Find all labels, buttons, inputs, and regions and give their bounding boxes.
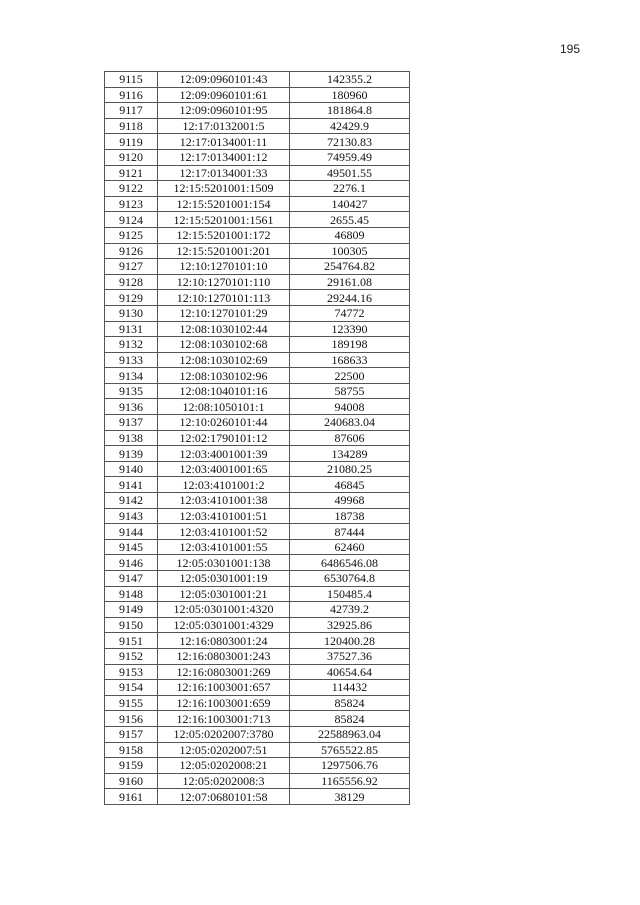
- cadastral-code-cell: 12:05:0202008:21: [158, 758, 290, 774]
- area-value-cell: 58755: [290, 383, 410, 399]
- area-value-cell: 29244.16: [290, 290, 410, 306]
- area-value-cell: 1165556.92: [290, 773, 410, 789]
- table-row: [105, 165, 410, 181]
- cadastral-code-cell: 12:05:0202007:3780: [158, 726, 290, 742]
- row-id-cell: 9143: [105, 508, 158, 524]
- table-row: [105, 617, 410, 633]
- area-value-cell: 18738: [290, 508, 410, 524]
- table-row: [105, 352, 410, 368]
- area-value-cell: 134289: [290, 446, 410, 462]
- cadastral-code-cell: 12:02:1790101:12: [158, 430, 290, 446]
- area-value-cell: 42429.9: [290, 118, 410, 134]
- table-row: [105, 181, 410, 197]
- cadastral-code-cell: 12:03:4001001:65: [158, 461, 290, 477]
- row-id-cell: 9154: [105, 680, 158, 696]
- cadastral-code-cell: 12:03:4101001:55: [158, 539, 290, 555]
- cadastral-code-cell: 12:09:0960101:61: [158, 87, 290, 103]
- table-row: [105, 571, 410, 587]
- area-value-cell: 142355.2: [290, 72, 410, 88]
- table-row: [105, 149, 410, 165]
- cadastral-code-cell: 12:03:4001001:39: [158, 446, 290, 462]
- area-value-cell: 22588963.04: [290, 726, 410, 742]
- table-row: [105, 648, 410, 664]
- row-id-cell: 9161: [105, 789, 158, 805]
- row-id-cell: 9160: [105, 773, 158, 789]
- row-id-cell: 9121: [105, 165, 158, 181]
- row-id-cell: 9141: [105, 477, 158, 493]
- cadastral-code-cell: 12:05:0202007:51: [158, 742, 290, 758]
- area-value-cell: 100305: [290, 243, 410, 259]
- cadastral-code-cell: 12:05:0301001:19: [158, 571, 290, 587]
- cadastral-code-cell: 12:05:0301001:4320: [158, 602, 290, 618]
- row-id-cell: 9146: [105, 555, 158, 571]
- area-value-cell: 181864.8: [290, 103, 410, 119]
- area-value-cell: 150485.4: [290, 586, 410, 602]
- area-value-cell: 42739.2: [290, 602, 410, 618]
- row-id-cell: 9156: [105, 711, 158, 727]
- row-id-cell: 9138: [105, 430, 158, 446]
- cadastral-code-cell: 12:03:4101001:38: [158, 493, 290, 509]
- table-row: [105, 430, 410, 446]
- cadastral-code-cell: 12:10:1270101:10: [158, 259, 290, 275]
- area-value-cell: 46809: [290, 227, 410, 243]
- row-id-cell: 9145: [105, 539, 158, 555]
- row-id-cell: 9130: [105, 305, 158, 321]
- area-value-cell: 180960: [290, 87, 410, 103]
- table-row: [105, 415, 410, 431]
- table-row: [105, 555, 410, 571]
- cadastral-code-cell: 12:16:1003001:657: [158, 680, 290, 696]
- area-value-cell: 74772: [290, 305, 410, 321]
- area-value-cell: 74959.49: [290, 149, 410, 165]
- area-value-cell: 2276.1: [290, 181, 410, 197]
- area-value-cell: 85824: [290, 711, 410, 727]
- area-value-cell: 114432: [290, 680, 410, 696]
- row-id-cell: 9140: [105, 461, 158, 477]
- area-value-cell: 2655.45: [290, 212, 410, 228]
- row-id-cell: 9152: [105, 648, 158, 664]
- row-id-cell: 9153: [105, 664, 158, 680]
- row-id-cell: 9131: [105, 321, 158, 337]
- table-row: [105, 758, 410, 774]
- cadastral-code-cell: 12:15:5201001:154: [158, 196, 290, 212]
- cadastral-code-cell: 12:17:0132001:5: [158, 118, 290, 134]
- row-id-cell: 9159: [105, 758, 158, 774]
- row-id-cell: 9126: [105, 243, 158, 259]
- row-id-cell: 9147: [105, 571, 158, 587]
- row-id-cell: 9132: [105, 337, 158, 353]
- table-row: [105, 87, 410, 103]
- area-value-cell: 46845: [290, 477, 410, 493]
- row-id-cell: 9127: [105, 259, 158, 275]
- table-row: [105, 524, 410, 540]
- cadastral-code-cell: 12:03:4101001:51: [158, 508, 290, 524]
- table-row: [105, 726, 410, 742]
- cadastral-code-cell: 12:10:0260101:44: [158, 415, 290, 431]
- table-row: [105, 399, 410, 415]
- area-value-cell: 87606: [290, 430, 410, 446]
- area-value-cell: 6530764.8: [290, 571, 410, 587]
- row-id-cell: 9116: [105, 87, 158, 103]
- area-value-cell: 49968: [290, 493, 410, 509]
- area-value-cell: 240683.04: [290, 415, 410, 431]
- table-row: [105, 539, 410, 555]
- cadastral-code-cell: 12:15:5201001:172: [158, 227, 290, 243]
- cadastral-code-cell: 12:16:0803001:269: [158, 664, 290, 680]
- table-row: [105, 711, 410, 727]
- cadastral-code-cell: 12:10:1270101:113: [158, 290, 290, 306]
- table-row: [105, 321, 410, 337]
- row-id-cell: 9139: [105, 446, 158, 462]
- row-id-cell: 9124: [105, 212, 158, 228]
- cadastral-code-cell: 12:17:0134001:12: [158, 149, 290, 165]
- row-id-cell: 9115: [105, 72, 158, 88]
- area-value-cell: 168633: [290, 352, 410, 368]
- cadastral-code-cell: 12:09:0960101:95: [158, 103, 290, 119]
- cadastral-code-cell: 12:08:1030102:69: [158, 352, 290, 368]
- table-row: [105, 602, 410, 618]
- area-value-cell: 120400.28: [290, 633, 410, 649]
- cadastral-code-cell: 12:05:0301001:4329: [158, 617, 290, 633]
- row-id-cell: 9135: [105, 383, 158, 399]
- cadastral-code-cell: 12:05:0202008:3: [158, 773, 290, 789]
- table-row: [105, 227, 410, 243]
- table-row: [105, 493, 410, 509]
- row-id-cell: 9122: [105, 181, 158, 197]
- cadastral-code-cell: 12:07:0680101:58: [158, 789, 290, 805]
- cadastral-code-cell: 12:05:0301001:138: [158, 555, 290, 571]
- table-row: [105, 196, 410, 212]
- row-id-cell: 9129: [105, 290, 158, 306]
- row-id-cell: 9150: [105, 617, 158, 633]
- area-value-cell: 85824: [290, 695, 410, 711]
- table-row: [105, 337, 410, 353]
- area-value-cell: 189198: [290, 337, 410, 353]
- row-id-cell: 9136: [105, 399, 158, 415]
- cadastral-code-cell: 12:16:0803001:24: [158, 633, 290, 649]
- table-row: [105, 118, 410, 134]
- table-row: [105, 508, 410, 524]
- table-row: [105, 103, 410, 119]
- table-row: [105, 446, 410, 462]
- table-row: [105, 243, 410, 259]
- table-row: [105, 134, 410, 150]
- row-id-cell: 9128: [105, 274, 158, 290]
- records-table: [104, 71, 410, 805]
- cadastral-code-cell: 12:09:0960101:43: [158, 72, 290, 88]
- cadastral-code-cell: 12:10:1270101:29: [158, 305, 290, 321]
- row-id-cell: 9117: [105, 103, 158, 119]
- cadastral-code-cell: 12:16:1003001:659: [158, 695, 290, 711]
- cadastral-code-cell: 12:03:4101001:52: [158, 524, 290, 540]
- area-value-cell: 123390: [290, 321, 410, 337]
- table-row: [105, 664, 410, 680]
- row-id-cell: 9149: [105, 602, 158, 618]
- area-value-cell: 21080.25: [290, 461, 410, 477]
- table-row: [105, 383, 410, 399]
- table-row: [105, 368, 410, 384]
- area-value-cell: 72130.83: [290, 134, 410, 150]
- cadastral-code-cell: 12:16:1003001:713: [158, 711, 290, 727]
- row-id-cell: 9120: [105, 149, 158, 165]
- cadastral-code-cell: 12:08:1040101:16: [158, 383, 290, 399]
- cadastral-code-cell: 12:15:5201001:1509: [158, 181, 290, 197]
- area-value-cell: 87444: [290, 524, 410, 540]
- table-row: [105, 789, 410, 805]
- records-table-body: [105, 72, 410, 805]
- area-value-cell: 254764.82: [290, 259, 410, 275]
- cadastral-code-cell: 12:08:1030102:68: [158, 337, 290, 353]
- area-value-cell: 62460: [290, 539, 410, 555]
- row-id-cell: 9157: [105, 726, 158, 742]
- table-row: [105, 477, 410, 493]
- area-value-cell: 29161.08: [290, 274, 410, 290]
- cadastral-code-cell: 12:05:0301001:21: [158, 586, 290, 602]
- table-row: [105, 742, 410, 758]
- cadastral-code-cell: 12:03:4101001:2: [158, 477, 290, 493]
- table-row: [105, 695, 410, 711]
- cadastral-code-cell: 12:17:0134001:33: [158, 165, 290, 181]
- row-id-cell: 9133: [105, 352, 158, 368]
- cadastral-code-cell: 12:15:5201001:201: [158, 243, 290, 259]
- row-id-cell: 9134: [105, 368, 158, 384]
- area-value-cell: 5765522.85: [290, 742, 410, 758]
- cadastral-code-cell: 12:08:1050101:1: [158, 399, 290, 415]
- row-id-cell: 9144: [105, 524, 158, 540]
- row-id-cell: 9118: [105, 118, 158, 134]
- area-value-cell: 38129: [290, 789, 410, 805]
- table-row: [105, 259, 410, 275]
- table-row: [105, 586, 410, 602]
- area-value-cell: 37527.36: [290, 648, 410, 664]
- row-id-cell: 9137: [105, 415, 158, 431]
- cadastral-code-cell: 12:10:1270101:110: [158, 274, 290, 290]
- table-row: [105, 290, 410, 306]
- row-id-cell: 9155: [105, 695, 158, 711]
- area-value-cell: 49501.55: [290, 165, 410, 181]
- row-id-cell: 9123: [105, 196, 158, 212]
- area-value-cell: 22500: [290, 368, 410, 384]
- page-number: 195: [559, 42, 580, 56]
- row-id-cell: 9151: [105, 633, 158, 649]
- row-id-cell: 9158: [105, 742, 158, 758]
- row-id-cell: 9142: [105, 493, 158, 509]
- table-row: [105, 212, 410, 228]
- area-value-cell: 6486546.08: [290, 555, 410, 571]
- cadastral-code-cell: 12:08:1030102:96: [158, 368, 290, 384]
- table-row: [105, 305, 410, 321]
- table-row: [105, 72, 410, 88]
- area-value-cell: 94008: [290, 399, 410, 415]
- cadastral-code-cell: 12:15:5201001:1561: [158, 212, 290, 228]
- area-value-cell: 1297506.76: [290, 758, 410, 774]
- row-id-cell: 9125: [105, 227, 158, 243]
- area-value-cell: 140427: [290, 196, 410, 212]
- table-row: [105, 773, 410, 789]
- cadastral-code-cell: 12:17:0134001:11: [158, 134, 290, 150]
- table-row: [105, 680, 410, 696]
- table-row: [105, 274, 410, 290]
- table-row: [105, 633, 410, 649]
- table-row: [105, 461, 410, 477]
- cadastral-code-cell: 12:16:0803001:243: [158, 648, 290, 664]
- area-value-cell: 40654.64: [290, 664, 410, 680]
- row-id-cell: 9148: [105, 586, 158, 602]
- row-id-cell: 9119: [105, 134, 158, 150]
- cadastral-code-cell: 12:08:1030102:44: [158, 321, 290, 337]
- area-value-cell: 32925.86: [290, 617, 410, 633]
